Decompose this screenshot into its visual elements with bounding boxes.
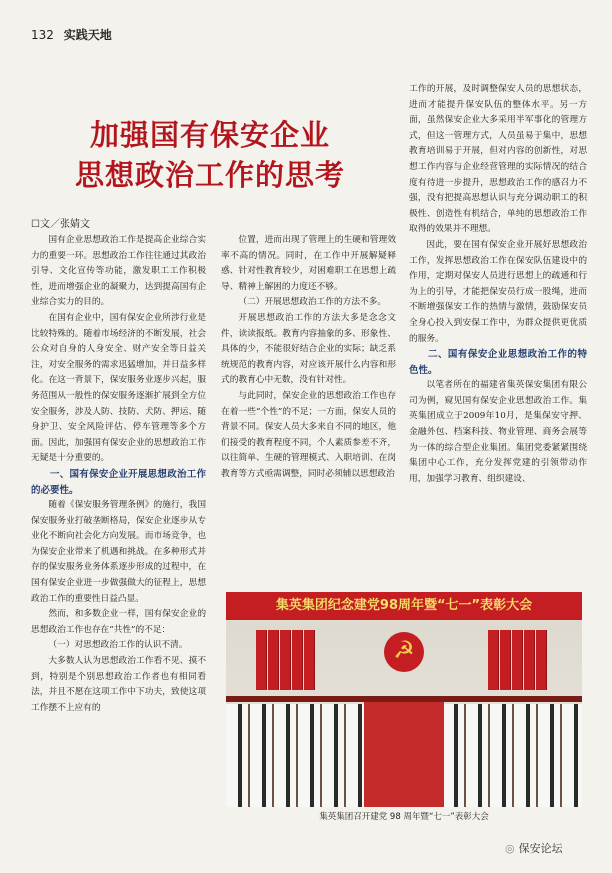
flags-right: [488, 630, 548, 696]
article-title-line1: 加强国有保安企业: [89, 118, 330, 152]
article-title-line2: 思想政治工作的思考: [74, 158, 345, 192]
paragraph: 随着《保安服务管理条例》的施行，我国保安服务业打破垄断格局，保安企业逐步从专业化不断向社会化方向发展。而市场竞争，也为保安企业带来了机遇和挑战。在多种形式并存的保安服务业务体系逐步形成的过程中，在国有保安企业进一步做强做大的征程上，思想政治工作的重要性日益凸显。: [31, 500, 206, 604]
section-heading: 一、国有保安企业开展思想政治工作的必要性。: [31, 468, 206, 496]
photo-caption: 集英集团召开建党 98 周年暨“七一”表彰大会: [319, 812, 489, 822]
red-carpet: [364, 702, 444, 807]
author-byline: ☐文／张婧文: [31, 219, 90, 230]
page-header: [31, 26, 112, 43]
section-heading: 二、国有保安企业思想政治工作的特色性。: [409, 349, 587, 376]
photo-banner: 集英集团纪念建党98周年暨“七一”表彰大会: [226, 592, 582, 620]
paragraph: 然而，和多数企业一样，国有保安企业的思想政治工作也存在“共性”的不足：: [31, 609, 206, 635]
watermark: [505, 840, 563, 856]
paragraph: 位置，进而出现了管理上的生硬和管理效率不高的情况。同时，在工作中开展解疑释惑、针对性教育较少，对困难职工在思想上疏导、精神上解困的力度还不够。: [221, 235, 396, 292]
paragraph: 与此同时，保安企业的思想政治工作也存在着一些“个性”的不足；一方面，保安人员的背景不同。保安人员大多来自不同的地区，他们接受的教育程度不同，个人素质参差不齐，以往简单、生硬的管理模式、入职培训、在岗教育等方式亟需调整，同时必须辅以思想政治: [221, 390, 396, 479]
watermark-text: 保安论坛: [518, 842, 563, 855]
flags-left: [256, 630, 316, 696]
paragraph: 国有企业思想政治工作是提高企业综合实力的重要一环。思想政治工作往往通过其政治引导、文化宣传等功能，激发职工工作积极性，进而增强企业的凝聚力，达到提高国有企业综合实力的目的。: [31, 235, 206, 308]
paragraph: 工作的开展，及时调整保安人员的思想状态，进而才能提升保安队伍的整体水平。另一方面，虽然保安企业大多采用半军事化的管理方式，但这一管理方式，人员虽易于集中，思想教育培训易于开展，但对内容的创新性，对思想工作内容与企业经营管理的实际情况的结合度有待进一步提升，思想政治工作的感召力不强，没有把提高思想认识与充分调动职工的积极性、创造性有机结合，单纯的思想政治工作取得的效果并不理想。: [409, 84, 587, 235]
wechat-icon: ◎: [505, 842, 515, 855]
paragraph: （二）开展思想政治工作的方法不多。: [238, 297, 387, 308]
paragraph: （一）对思想政治工作的认识不清。: [48, 640, 188, 651]
paragraph: 开展思想政治工作的方法大多是念念文件，读读报纸。教育内容抽象的多、形象性、具体的少，不能很好结合企业的实际；缺乏系统规范的教育内容，对应该开展什么内容和形式的教育心中无数，没有针对性。: [221, 312, 396, 386]
paragraph: 因此，要在国有保安企业开展好思想政治工作，发挥思想政治工作在保安队伍建设中的作用，定期对保安人员进行思想上的疏通和行为上的引导，才能把保安员行成一股绳，进而不断增强保安工作的热情与激情，鼓励保安员全身心投入到安保工作中，为群众提供更优质的服务。: [409, 239, 587, 344]
page-number: 132: [31, 28, 54, 42]
text-column-2: [221, 233, 396, 563]
event-photo: [226, 592, 582, 807]
text-column-1: [31, 233, 206, 848]
paragraph: 在国有企业中，国有保安企业所涉行业是比较特殊的。随着市场经济的不断发展，社会公众对自身的人身安全、财产安全等日益关注，对安全服务的需求迅猛增加，并日益多样化。在这一背景下，保安服务业逐步兴起，服务范围从一般性的保安服务逐渐扩展到全方位安全服务，涉及人防、技防、犬防、押运、随身护卫、安全风险评估、停车管理等多个方面。因此，加强国有保安企业的思想政治工作无疑是十分重要的。: [31, 312, 206, 464]
party-emblem-icon: [384, 632, 424, 672]
paragraph: 大多数人认为思想政治工作看不见、摸不到，特别是个别思想政治工作者也有相同看法，并且不愿在这项工作中下功夫，致使这项工作摆不上应有的: [31, 656, 206, 713]
section-name: 实践天地: [63, 28, 112, 42]
text-column-3: [409, 82, 587, 567]
paragraph: 以笔者所在的福建省集英保安集团有限公司为例，窥见国有保安企业思想政治工作。集英集团成立于2009年10月，是集保安守押、金融外包、档案科技、物业管理、商务会展等为一体的综合型企业集团。集团党委紧紧围绕集团中心工作，充分发挥党建的引领带动作用，加强学习教育、组织建设、: [409, 380, 587, 484]
